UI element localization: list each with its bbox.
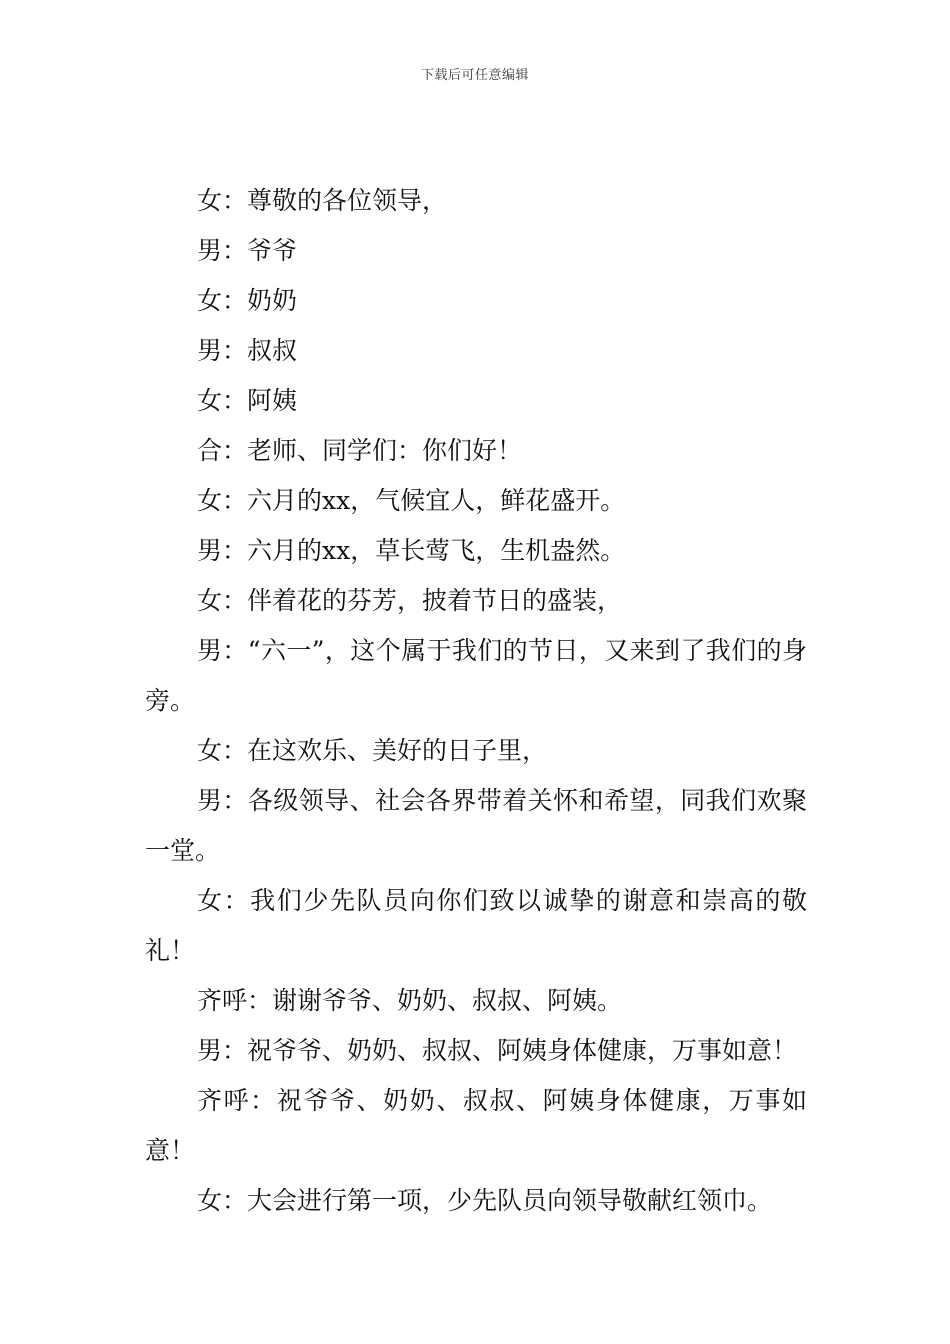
paragraph: 男：各级领导、社会各界带着关怀和希望，同我们欢聚一堂。: [145, 786, 807, 865]
paragraph: 女：我们少先队员向你们致以诚挚的谢意和崇高的敬礼！: [145, 886, 807, 965]
page-header: 下载后可任意编辑: [420, 68, 529, 83]
paragraph: 男：六月的xx，草长莺飞，生机盎然。: [197, 536, 626, 565]
document-body: [145, 176, 807, 1226]
paragraph: 男：叔叔: [197, 336, 298, 365]
paragraph: 女：奶奶: [197, 286, 298, 315]
paragraph: 齐呼：谢谢爷爷、奶奶、叔叔、阿姨。: [197, 986, 623, 1015]
paragraph: 女：六月的xx，气候宜人，鲜花盛开。: [197, 486, 626, 515]
paragraph: 齐呼：祝爷爷、奶奶、叔叔、阿姨身体健康，万事如意！: [145, 1086, 807, 1165]
paragraph: 女：阿姨: [197, 386, 298, 415]
paragraph: 女：尊敬的各位领导，: [197, 186, 448, 215]
paragraph: 女：大会进行第一项，少先队员向领导敬献红领巾。: [197, 1186, 773, 1215]
paragraph: 男：“六一”，这个属于我们的节日，又来到了我们的身旁。: [145, 636, 807, 715]
paragraph: 女：伴着花的芬芳，披着节日的盛装，: [197, 586, 623, 615]
paragraph: 男：祝爷爷、奶奶、叔叔、阿姨身体健康，万事如意！: [197, 1036, 798, 1065]
paragraph: 男：爷爷: [197, 236, 298, 265]
paragraph: 合：老师、同学们：你们好！: [197, 436, 523, 465]
paragraph: 女：在这欢乐、美好的日子里，: [197, 736, 548, 765]
